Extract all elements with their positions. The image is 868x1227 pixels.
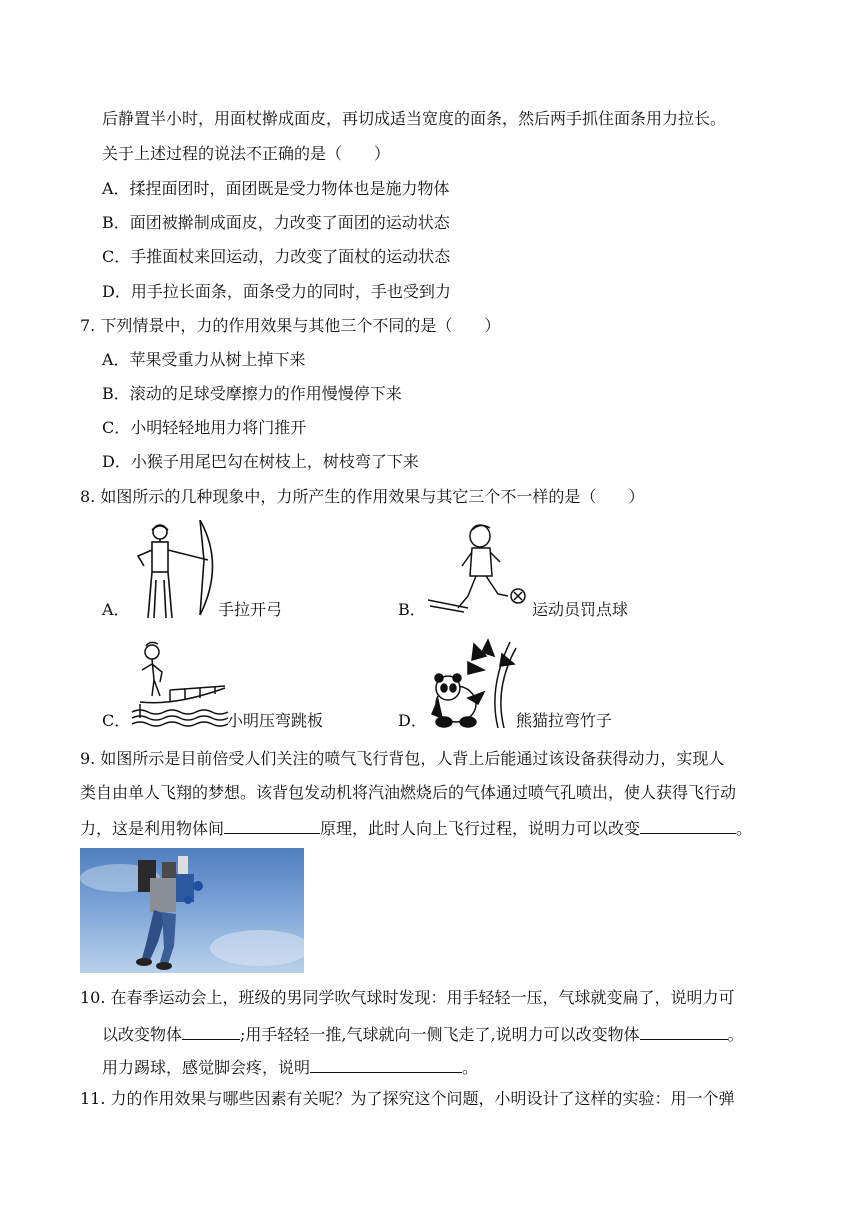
jetpack-person-figure — [80, 848, 304, 973]
q11-line1: 11. 力的作用效果与哪些因素有关呢？为了探究这个问题，小明设计了这样的实验：用一个弹 — [80, 1089, 735, 1108]
q10-line3-part1: 用力踢球，感觉脚会疼，说明 — [102, 1058, 311, 1077]
q8-option-c-letter: C． — [102, 711, 131, 730]
q8-option-b-letter: B． — [398, 600, 426, 619]
q8-option-c-caption: 小明压弯跳板 — [227, 711, 324, 730]
q10-blank-3[interactable] — [310, 1054, 462, 1073]
q9-line3-part1: 力，这是利用物体间 — [80, 819, 225, 838]
q7-stem: 7. 下列情景中，力的作用效果与其他三个不同的是（ ） — [80, 316, 501, 335]
jetpack-photo — [80, 848, 304, 973]
q9-line3 — [80, 815, 752, 840]
q8-option-a-letter: A． — [102, 600, 130, 619]
archer-figure — [130, 520, 220, 620]
q10-blank-1[interactable] — [182, 1021, 240, 1040]
diving-board-figure — [130, 640, 230, 728]
panda-figure — [428, 638, 518, 730]
q10-line2-part1: 以改变物体 — [102, 1025, 183, 1044]
q8-stem: 8. 如图所示的几种现象中，力所产生的作用效果与其它三个不一样的是（ ） — [80, 487, 645, 506]
q6-option-b: B．面团被擀制成面皮，力改变了面团的运动状态 — [102, 213, 450, 232]
q8-option-b-caption: 运动员罚点球 — [532, 600, 629, 619]
q6-option-a: A．揉捏面团时，面团既是受力物体也是施力物体 — [102, 179, 450, 198]
q7-option-b: B．滚动的足球受摩擦力的作用慢慢停下来 — [102, 384, 402, 403]
q8-option-d-caption: 熊猫拉弯竹子 — [516, 711, 613, 730]
q7-option-d: D．小猴子用尾巴勾在树枝上，树枝弯了下来 — [102, 452, 419, 471]
q8-option-d-letter: D． — [398, 711, 427, 730]
q7-option-a: A．苹果受重力从树上掉下来 — [102, 350, 306, 369]
q6-stem: 关于上述过程的说法不正确的是（ ） — [102, 144, 391, 163]
q10-blank-2[interactable] — [640, 1021, 728, 1040]
q9-line1: 9. 如图所示是目前倍受人们关注的喷气飞行背包，人背上后能通过该设备获得动力，实现人 — [80, 749, 725, 768]
q6-option-c: C．手推面杖来回运动，力改变了面杖的运动状态 — [102, 247, 451, 266]
q10-line2-part2: ;用手轻轻一推,气球就向一侧飞走了,说明力可以改变物体 — [240, 1025, 640, 1044]
q9-line3-part2: 原理，此时人向上飞行过程，说明力可以改变 — [320, 819, 641, 838]
q9-line2: 类自由单人飞翔的梦想。该背包发动机将汽油燃烧后的气体通过喷气孔喷出，使人获得飞行动 — [80, 783, 737, 802]
q10-line1: 10. 在春季运动会上，班级的男同学吹气球时发现：用手轻轻一压，气球就变扁了，说明力可 — [80, 988, 735, 1007]
q7-option-c: C．小明轻轻地用力将门推开 — [102, 418, 307, 437]
q10-line2-part3: 。 — [727, 1025, 744, 1044]
q10-line3-part2: 。 — [462, 1058, 479, 1077]
q6-line1: 后静置半小时，用面杖擀成面皮，再切成适当宽度的面条，然后两手抓住面条用力拉长。 — [102, 109, 727, 128]
footballer-figure — [428, 522, 533, 614]
q8-option-a-caption: 手拉开弓 — [218, 600, 283, 619]
q6-option-d: D．用手拉长面条，面条受力的同时，手也受到力 — [102, 282, 451, 301]
q9-blank-1[interactable] — [224, 815, 320, 834]
q9-line3-part3: 。 — [736, 819, 753, 838]
q10-line3 — [102, 1054, 478, 1079]
q10-line2 — [102, 1021, 744, 1046]
q9-blank-2[interactable] — [640, 815, 736, 834]
